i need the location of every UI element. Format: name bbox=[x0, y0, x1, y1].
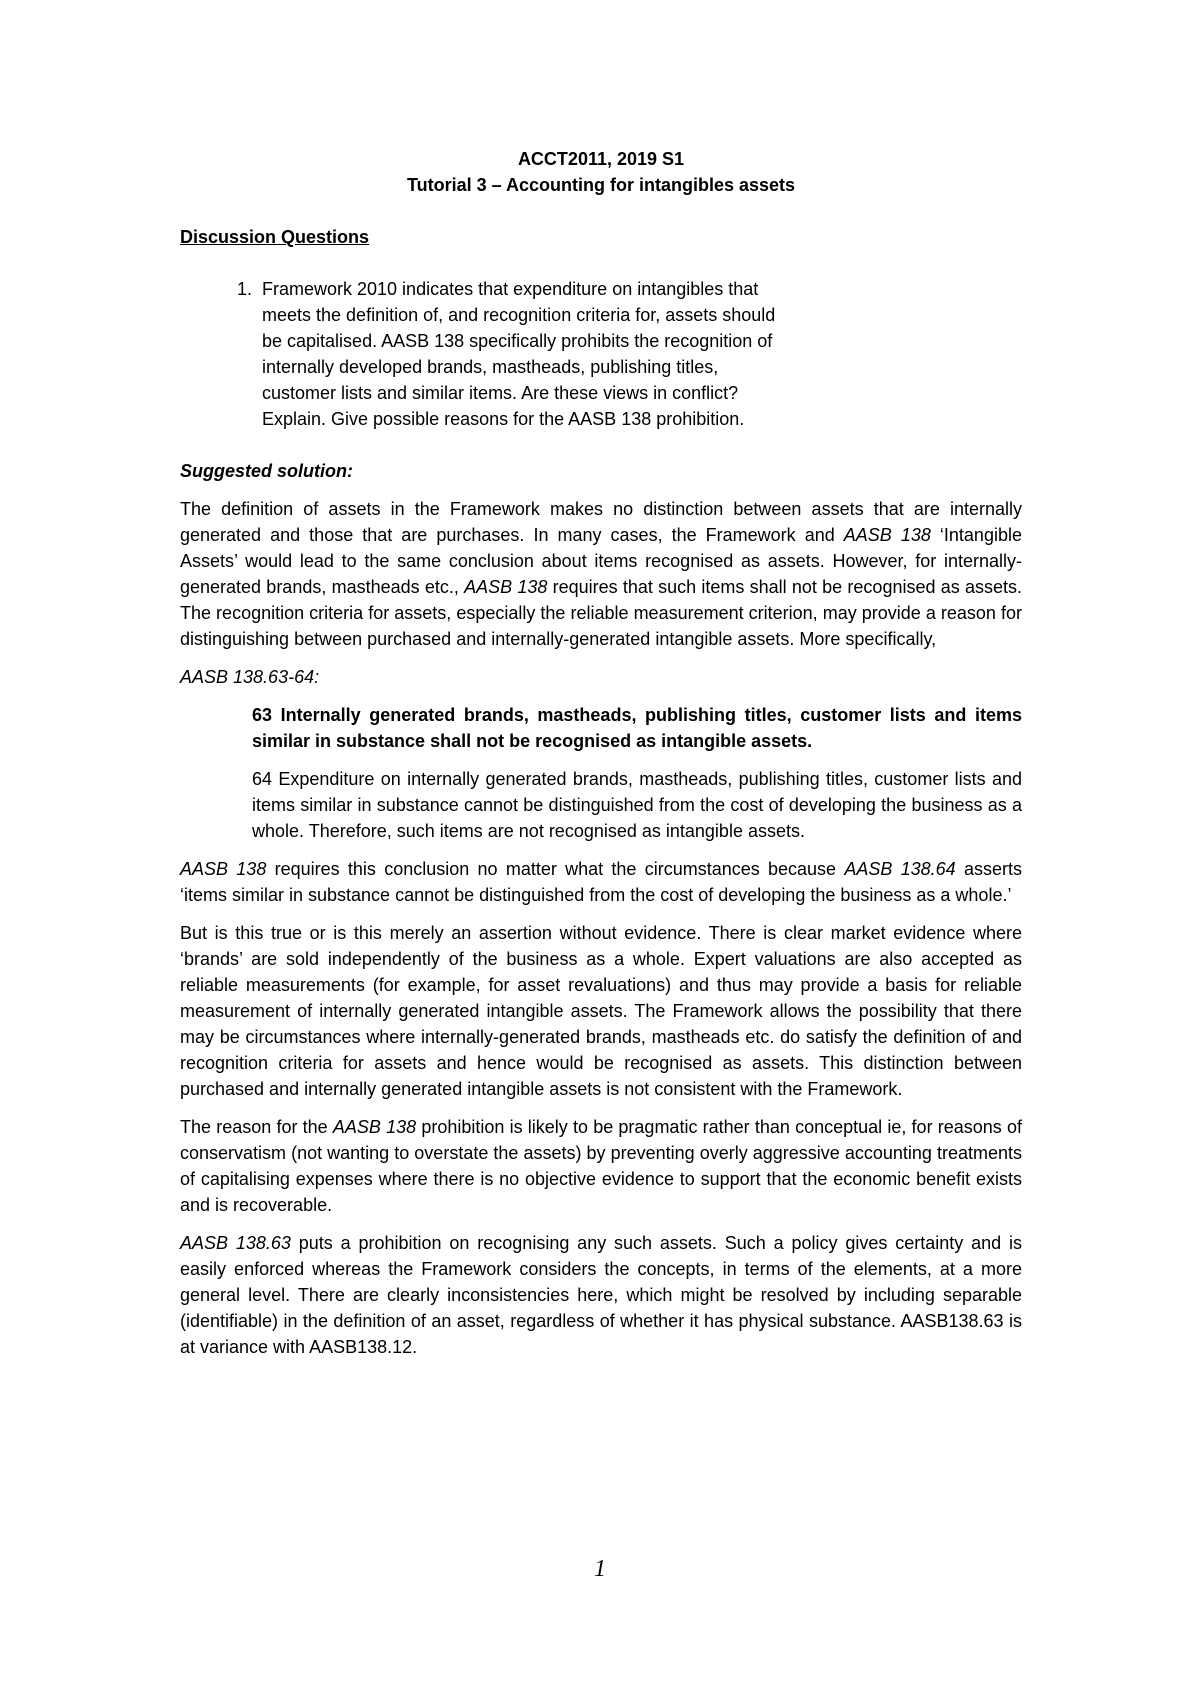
p1-ref-b: AASB 138 bbox=[843, 525, 931, 545]
solution-paragraph-2 bbox=[180, 856, 1022, 908]
page-content bbox=[180, 146, 1022, 1372]
p2-ref-a: AASB 138 bbox=[180, 859, 267, 879]
solution-paragraph-3: But is this true or is this merely an assertion without evidence. There is clear market evidence where ‘brands’ are sold independently of the business as a whole. Expert valuations are also accepted as reliable measurements (for example, for asset revaluations) and thus may provide a basis for reliable measurement of internally generated intangible assets. The Framework allows the possibility that there may be circumstances where internally-generated brands, mastheads etc. do satisfy the definition of and recognition criteria for assets and hence would be recognised as assets. This distinction between purchased and internally generated intangible assets is not consistent with the Framework. bbox=[180, 923, 1022, 1099]
p4-ref-b: AASB 138 bbox=[332, 1117, 417, 1137]
p5-text-b: puts a prohibition on recognising any such assets. Such a policy gives certainty and is easily enforced whereas the Framework considers the concepts, in terms of the elements, at a more general level. There are clearly inconsistencies here, which might be resolved by including separable (identifiable) in the definition of an asset, regardless of whether it has physical substance. AASB138.63 is at variance with AASB138.12. bbox=[180, 1233, 1022, 1357]
solution-paragraph-5 bbox=[180, 1230, 1022, 1360]
quote-paragraph-64: 64 Expenditure on internally generated brands, mastheads, publishing titles, customer lists and items similar in substance cannot be distinguished from the cost of developing the business as a whole. Therefore, such items are not recognised as intangible assets. bbox=[252, 769, 1022, 841]
course-code: ACCT2011, 2019 S1 bbox=[517, 149, 685, 169]
quote-paragraph-63: 63 Internally generated brands, mastheads, publishing titles, customer lists and items similar in substance shall not be recognised as intangible assets. bbox=[252, 705, 1022, 751]
solution-paragraph-1 bbox=[180, 496, 1022, 652]
document-title: Tutorial 3 – Accounting for intangibles assets bbox=[406, 175, 796, 195]
p1-text-a: The definition of assets in the Framework makes no distinction between assets that are internally generated and those that are purchases. In many cases, the Framework and bbox=[180, 499, 1022, 545]
section-heading: Discussion Questions bbox=[180, 227, 370, 247]
p1-ref-d: AASB 138 bbox=[464, 577, 548, 597]
question-number: 1. bbox=[236, 279, 252, 299]
solution-paragraph-4 bbox=[180, 1114, 1022, 1218]
solution-heading: Suggested solution: bbox=[180, 461, 353, 481]
p4-text-a: The reason for the bbox=[180, 1117, 333, 1137]
p1-text-e: requires that such items shall not be recognised as assets. The recognition criteria for assets, especially the reliable measurement criterion, may provide a reason for distinguishing between purchased and internally-generated intangible assets. More specifically, bbox=[180, 577, 1022, 649]
p4-text-c: prohibition is likely to be pragmatic rather than conceptual ie, for reasons of conservatism (not wanting to overstate the assets) by preventing overly aggressive accounting treatments of capitalising expenses where there is no objective evidence to support that the economic benefit exists and is recoverable. bbox=[180, 1117, 1023, 1215]
p5-ref-a: AASB 138.63 bbox=[180, 1233, 291, 1253]
p2-text-d: asserts ‘items similar in substance cannot be distinguished from the cost of developing the business as a whole.’ bbox=[180, 859, 1022, 905]
p2-ref-c: AASB 138.64 bbox=[844, 859, 956, 879]
page-number: 1 bbox=[594, 1556, 606, 1582]
p1-text-c: ‘Intangible Assets’ would lead to the same conclusion about items recognised as assets. However, for internally-generated brands, mastheads etc., bbox=[180, 525, 1022, 597]
question-item bbox=[180, 276, 1022, 432]
p2-text-b: requires this conclusion no matter what the circumstances because bbox=[266, 859, 845, 879]
standard-reference: AASB 138.63-64: bbox=[180, 667, 320, 687]
question-text: Framework 2010 indicates that expenditure on intangibles that meets the definition of, and recognition criteria for, assets should be capitalised. AASB 138 specifically prohibits the recognition of internally developed brands, mastheads, publishing titles, customer lists and similar items. Are these views in conflict? Explain. Give possible reasons for the AASB 138 prohibition. bbox=[262, 279, 776, 429]
